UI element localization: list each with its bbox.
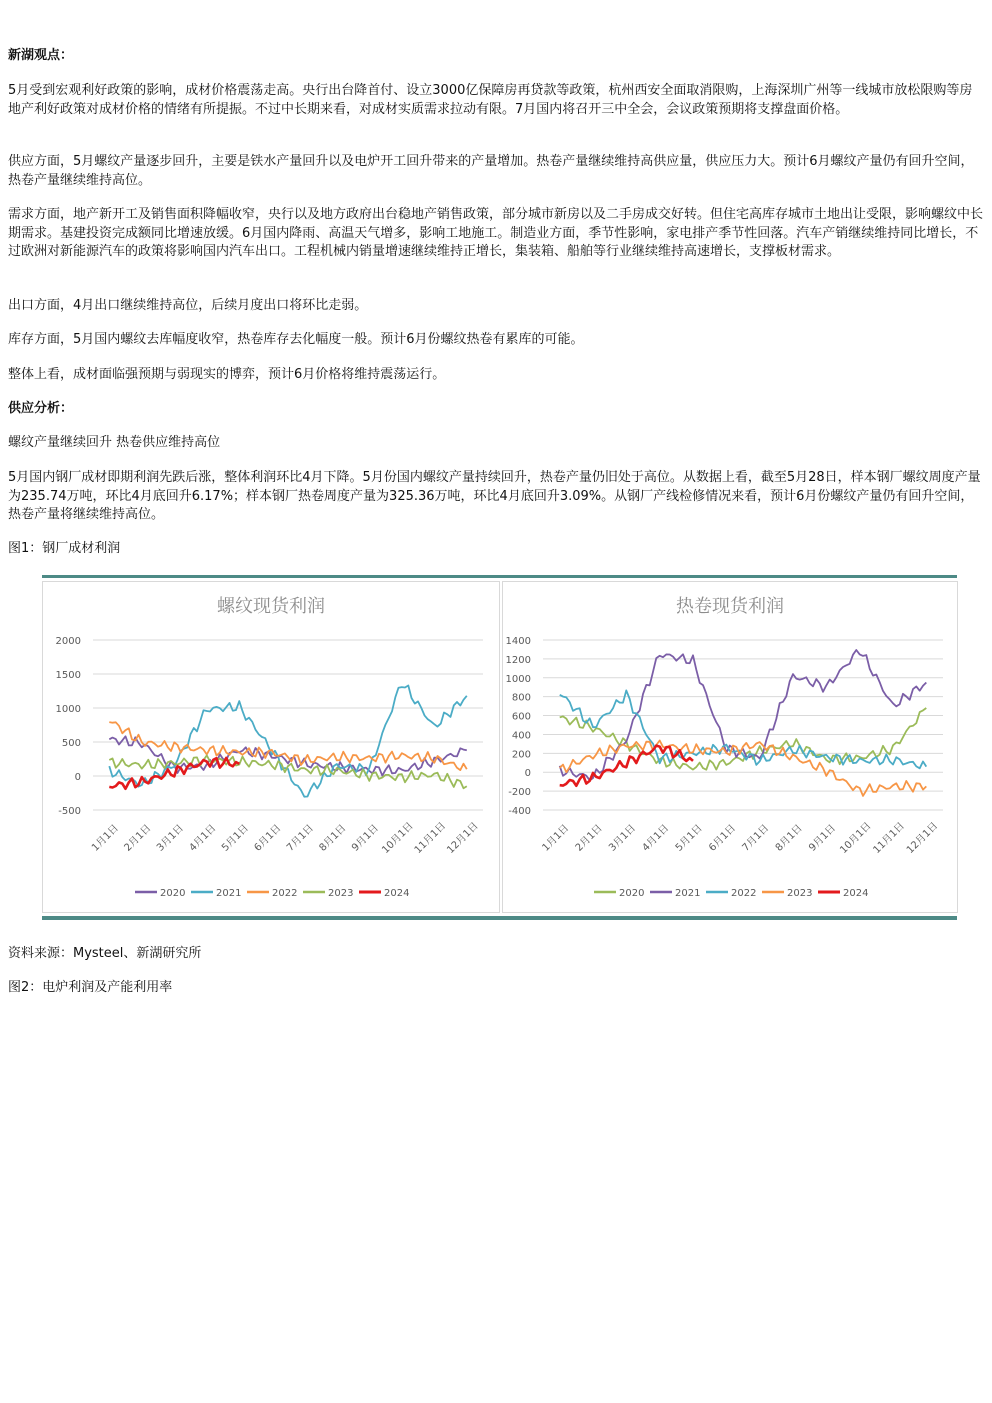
y-tick-label: 600 bbox=[511, 711, 531, 723]
legend-label-2023: 2023 bbox=[328, 888, 354, 899]
x-tick-label: 9月1日 bbox=[350, 822, 381, 854]
x-tick-label: 3月1日 bbox=[155, 822, 186, 854]
hrc-profit-chart bbox=[503, 582, 957, 912]
legend-label-2021: 2021 bbox=[675, 888, 701, 899]
legend-label-2024: 2024 bbox=[384, 888, 410, 899]
para-export: 出口方面，4月出口继续维持高位，后续月度出口将环比走弱。 bbox=[8, 298, 368, 313]
legend-label-2023: 2023 bbox=[787, 888, 813, 899]
series-line-2021 bbox=[109, 686, 467, 797]
x-tick-label: 6月1日 bbox=[252, 822, 284, 854]
para-overall: 整体上看，成材面临强预期与弱现实的博弈，预计6月价格将维持震荡运行。 bbox=[8, 367, 446, 382]
y-tick-label: -500 bbox=[58, 806, 81, 817]
fig2-caption: 图2：电炉利润及产能利用率 bbox=[8, 980, 173, 995]
legend-label-2022: 2022 bbox=[272, 888, 298, 899]
legend-label-2020: 2020 bbox=[619, 888, 645, 899]
x-tick-label: 9月1日 bbox=[807, 822, 839, 854]
x-tick-label: 12月1日 bbox=[904, 820, 941, 856]
subheading: 螺纹产量继续回升 热卷供应维持高位 bbox=[8, 435, 221, 450]
rebar-profit-chart bbox=[43, 582, 499, 912]
y-tick-label: 800 bbox=[511, 692, 531, 704]
y-tick-label: 200 bbox=[511, 749, 531, 761]
legend-label-2022: 2022 bbox=[731, 888, 757, 899]
source-note: 资料来源：Mysteel、新湖研究所 bbox=[8, 946, 202, 961]
x-tick-label: 4月1日 bbox=[640, 822, 672, 854]
chart-panel-hrc bbox=[502, 581, 958, 913]
y-tick-label: 1000 bbox=[505, 673, 531, 685]
y-tick-label: 0 bbox=[74, 772, 81, 783]
chart-panel-rebar bbox=[42, 581, 500, 913]
x-tick-label: 11月1日 bbox=[412, 820, 449, 856]
y-tick-label: 0 bbox=[524, 768, 531, 780]
x-tick-label: 3月1日 bbox=[607, 822, 639, 854]
figure-frame-top bbox=[42, 575, 957, 578]
x-tick-label: 1月1日 bbox=[540, 822, 572, 854]
x-tick-label: 7月1日 bbox=[285, 822, 316, 854]
y-tick-label: 2000 bbox=[55, 636, 81, 647]
y-tick-label: 400 bbox=[511, 730, 531, 742]
series-line-2024 bbox=[560, 746, 693, 786]
legend-label-2021: 2021 bbox=[216, 888, 242, 899]
y-tick-label: 500 bbox=[61, 738, 81, 749]
para-demand: 需求方面，地产新开工及销售面积降幅收窄，央行以及地方政府出台稳地产销售政策，部分城市新房以及二手房成交好转。但住宅高库存城市土地出让受限，影响螺纹中长期需求。基建投资完成额同比增速放缓。6月国内降雨、高温天气增多，影响工地施工。制造业方面，季节性影响，家电排产季节性回落。汽车产销继续维持同比增长，不过欧洲对新能源汽车的政策将影响国内汽车出口。工程机械内销量增速继续维持正增长，集装箱、船舶等行业继续维持高速增长，支撑板材需求。 bbox=[8, 207, 984, 259]
y-tick-label: 1500 bbox=[55, 670, 81, 681]
para-macro: 5月受到宏观利好政策的影响，成材价格震荡走高。央行出台降首付、设立3000亿保障房再贷款等政策，杭州西安全面取消限购，上海深圳广州等一线城市放松限购等房地产利好政策对成材价格的情绪有所提振。不过中长期来看，对成材实质需求拉动有限。7月国内将召开三中全会，会议政策预期将支撑盘面价格。 bbox=[8, 83, 973, 117]
x-tick-label: 12月1日 bbox=[445, 820, 481, 856]
x-tick-label: 8月1日 bbox=[773, 822, 805, 854]
heading-supply: 供应分析： bbox=[8, 401, 74, 416]
para-supply: 供应方面，5月螺纹产量逐步回升，主要是铁水产量回升以及电炉开工回升带来的产量增加。热卷产量继续维持高供应量，供应压力大。预计6月螺纹产量仍有回升空间，热卷产量继续维持高位。 bbox=[8, 154, 974, 188]
x-tick-label: 5月1日 bbox=[220, 822, 251, 854]
x-tick-label: 2月1日 bbox=[573, 822, 605, 854]
x-tick-label: 10月1日 bbox=[838, 820, 874, 856]
x-tick-label: 6月1日 bbox=[707, 822, 739, 854]
x-tick-label: 4月1日 bbox=[187, 822, 219, 854]
x-tick-label: 10月1日 bbox=[380, 820, 416, 856]
y-tick-label: 1000 bbox=[55, 704, 81, 715]
chart-title: 热卷现货利润 bbox=[676, 596, 784, 617]
para-data: 5月国内钢厂成材即期利润先跌后涨，整体利润环比4月下降。5月份国内螺纹产量持续回升，热卷产量仍旧处于高位。从数据上看，截至5月28日，样本钢厂螺纹周度产量为235.74万吨，环比4月底回升6.17%；样本钢厂热卷周度产量为325.36万吨，环比4月底回升3.09%。从钢厂产线检修情况来看，预计6月份螺纹产量仍有回升空间，热卷产量将继续维持高位。 bbox=[8, 470, 981, 522]
x-tick-label: 5月1日 bbox=[673, 822, 705, 854]
figure-profit-charts bbox=[35, 575, 957, 920]
legend-label-2024: 2024 bbox=[843, 888, 869, 899]
x-tick-label: 1月1日 bbox=[90, 822, 121, 854]
para-inventory: 库存方面，5月国内螺纹去库幅度收窄，热卷库存去化幅度一般。预计6月份螺纹热卷有累库的可能。 bbox=[8, 332, 584, 347]
y-tick-label: -200 bbox=[508, 787, 531, 799]
x-tick-label: 8月1日 bbox=[317, 822, 349, 854]
y-tick-label: -400 bbox=[508, 806, 531, 817]
series-line-2024 bbox=[109, 758, 239, 789]
y-tick-label: 1400 bbox=[505, 636, 531, 647]
chart-title: 螺纹现货利润 bbox=[217, 596, 325, 617]
legend-label-2020: 2020 bbox=[160, 888, 186, 899]
x-tick-label: 7月1日 bbox=[740, 822, 772, 854]
x-tick-label: 11月1日 bbox=[871, 820, 907, 856]
y-tick-label: 1200 bbox=[505, 654, 531, 666]
figure-frame-bottom bbox=[42, 916, 957, 920]
heading-view: 新湖观点： bbox=[8, 48, 74, 63]
x-tick-label: 2月1日 bbox=[122, 822, 154, 854]
fig1-caption: 图1：钢厂成材利润 bbox=[8, 541, 121, 556]
